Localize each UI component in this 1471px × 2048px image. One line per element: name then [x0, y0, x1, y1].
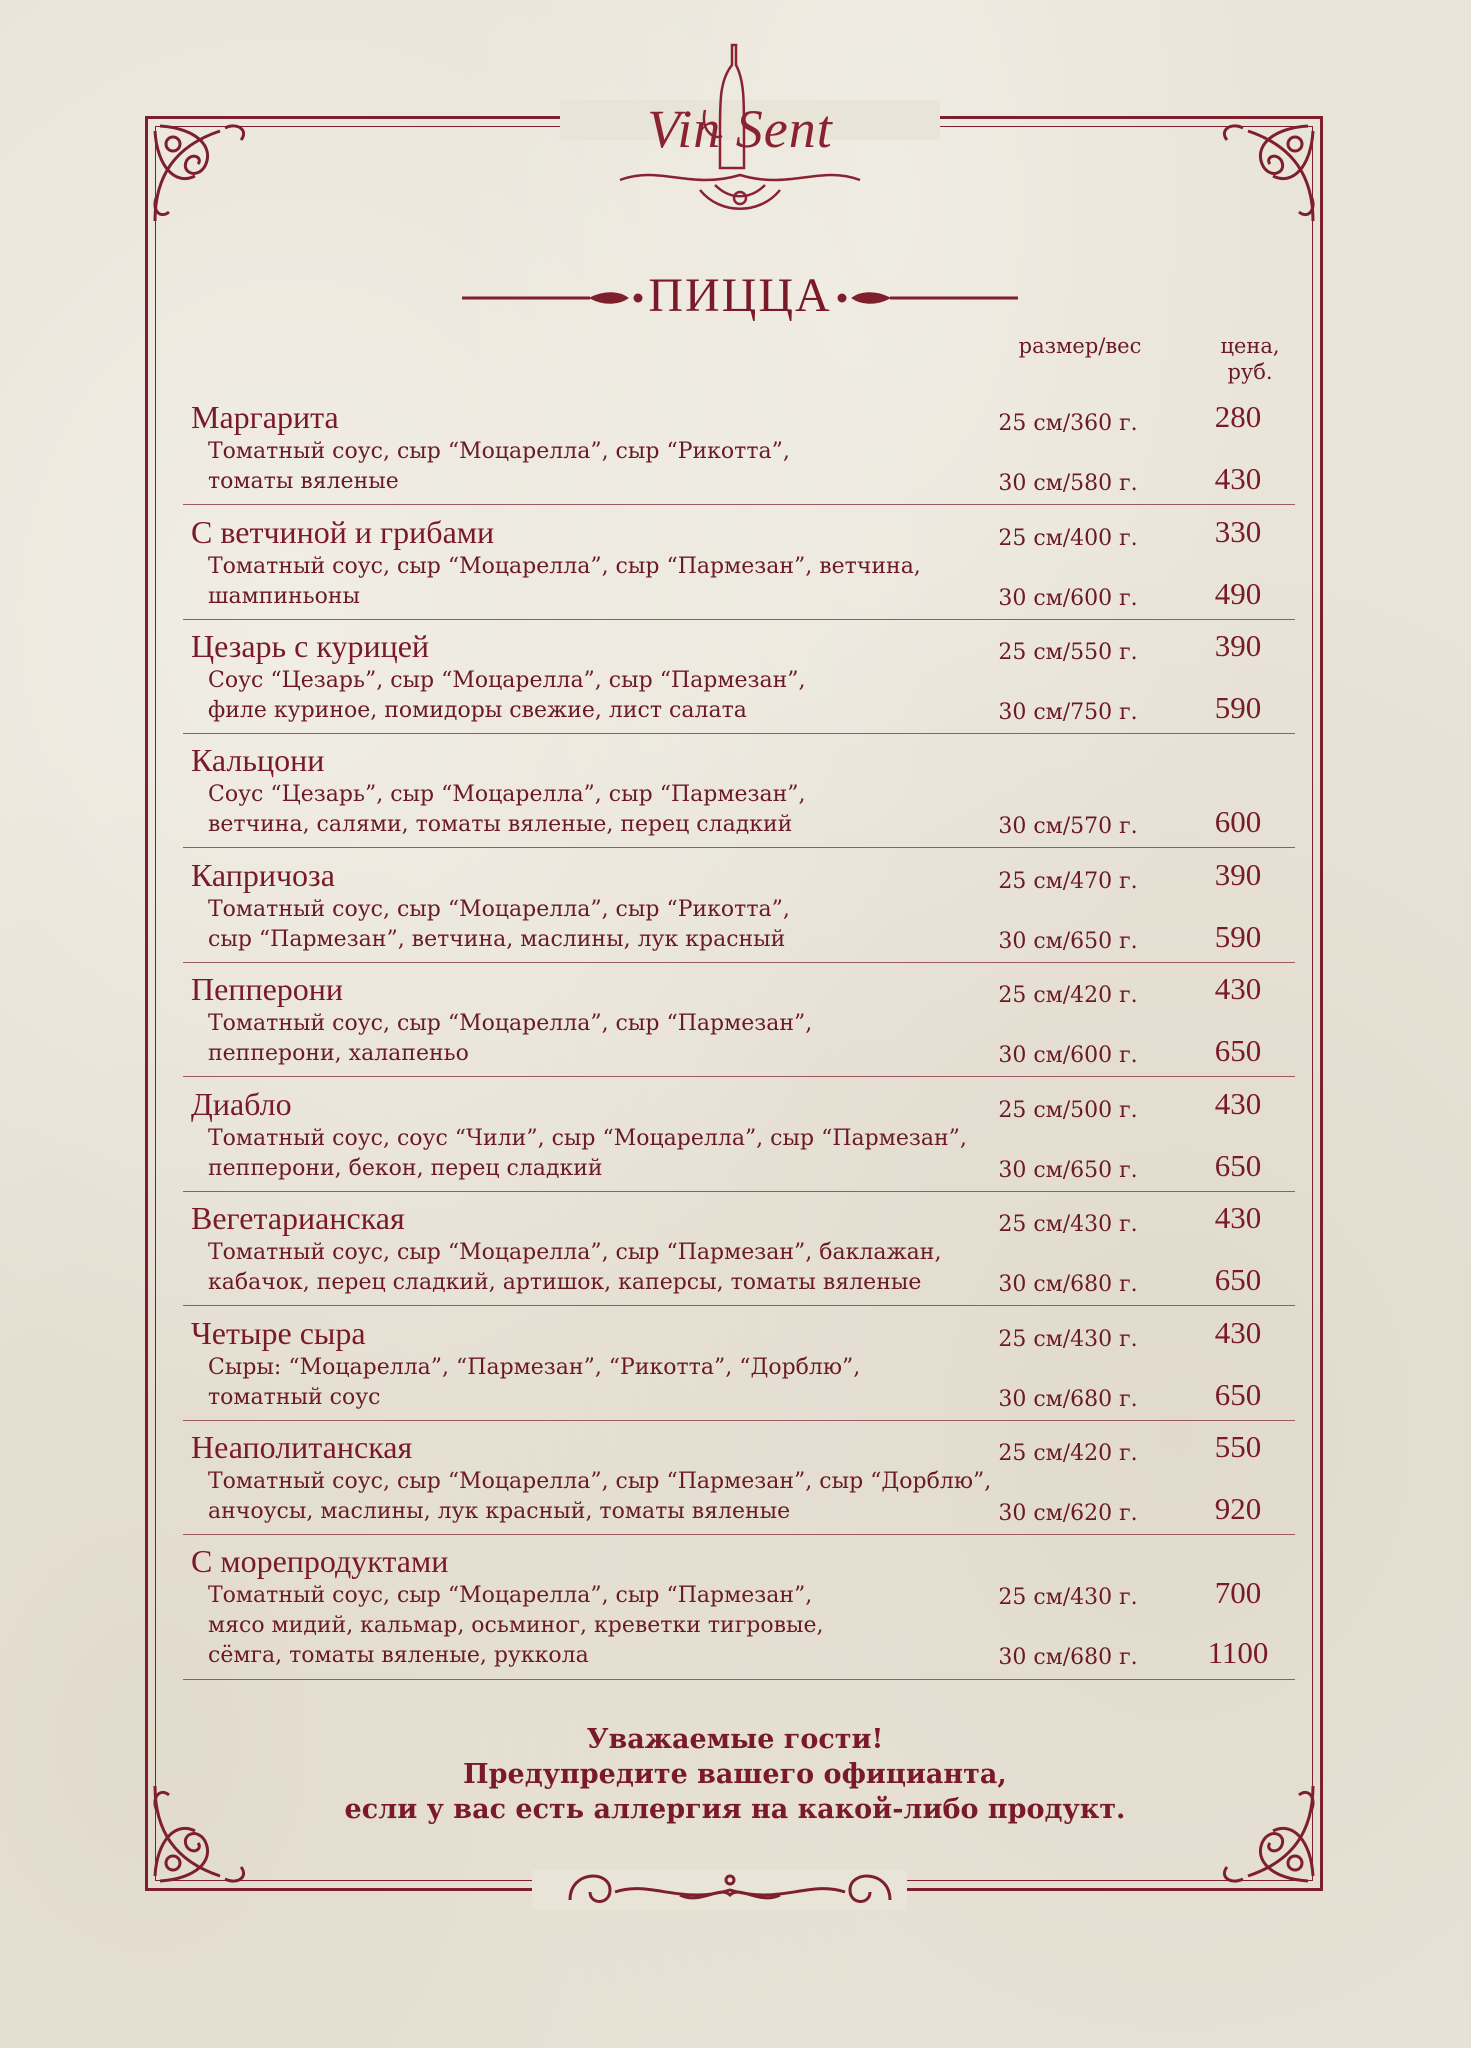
bottom-flourish-icon: [560, 1850, 900, 1920]
item-price-large: 600: [1214, 804, 1262, 839]
item-divider: [183, 619, 1295, 620]
item-description: [208, 1467, 991, 1527]
item-size-small: 25 см/420 г.: [998, 983, 1138, 1008]
corner-ornament-top-right: [1203, 116, 1323, 236]
item-description-line: кабачок, перец сладкий, артишок, каперсы, томаты вяленые: [208, 1270, 922, 1295]
item-size-small: 25 см/430 г.: [998, 1327, 1138, 1352]
item-description: [208, 1009, 812, 1069]
item-price-small: 700: [1214, 1575, 1262, 1610]
menu-item: [183, 399, 1295, 505]
item-size-large: 30 см/650 г.: [998, 1158, 1138, 1183]
menu-item: [183, 1200, 1295, 1306]
item-divider: [183, 847, 1295, 848]
item-price-small: 280: [1214, 399, 1262, 434]
item-price-large: 650: [1214, 1262, 1262, 1297]
item-description-line: Сыры: “Моцарелла”, “Пармезан”, “Рикотта”, “Дорблю”,: [208, 1355, 861, 1380]
menu-item: [183, 1429, 1295, 1535]
menu-item: [183, 857, 1295, 963]
item-divider: [183, 1076, 1295, 1077]
item-divider: [183, 1305, 1295, 1306]
item-price-large: 650: [1214, 1033, 1262, 1068]
menu-item: [183, 1086, 1295, 1192]
item-description: [208, 666, 805, 726]
item-size-small: 25 см/360 г.: [998, 411, 1138, 436]
menu-item: [183, 742, 1295, 848]
brand-logo: [580, 40, 900, 215]
item-size-large: 30 см/680 г.: [998, 1272, 1138, 1297]
section-title-wrap: [460, 268, 1020, 328]
item-name: Кальцони: [191, 742, 325, 778]
corner-ornament-bottom-right: [1203, 1771, 1323, 1891]
item-divider: [183, 1191, 1295, 1192]
item-size-large: 30 см/600 г.: [998, 586, 1138, 611]
item-size-large: 30 см/680 г.: [998, 1645, 1138, 1670]
item-description-line: сыр “Пармезан”, ветчина, маслины, лук красный: [208, 927, 786, 952]
item-price-large: 590: [1214, 919, 1262, 954]
item-description-line: Томатный соус, сыр “Моцарелла”, сыр “Пармезан”, сыр “Дорблю”,: [208, 1469, 992, 1494]
item-size-small: 25 см/420 г.: [998, 1441, 1138, 1466]
item-name: Диабло: [191, 1086, 292, 1122]
item-size-large: 30 см/570 г.: [998, 814, 1138, 839]
column-header-price-line1: цена,: [1220, 334, 1280, 358]
corner-ornament-top-left: [145, 116, 265, 236]
item-description-line: анчоусы, маслины, лук красный, томаты вяленые: [208, 1499, 791, 1524]
item-size-small: 25 см/500 г.: [998, 1098, 1138, 1123]
item-description-line: шампиньоны: [208, 584, 361, 609]
allergy-notice-line: Предупредите вашего официанта,: [463, 1759, 1007, 1790]
item-name: С морепродуктами: [191, 1543, 449, 1579]
item-description-line: Томатный соус, сыр “Моцарелла”, сыр “Рикотта”,: [208, 897, 790, 922]
item-price-large: 590: [1214, 690, 1262, 725]
item-price-small: 390: [1214, 857, 1262, 892]
item-divider: [183, 504, 1295, 505]
item-description: [208, 780, 805, 840]
item-divider: [183, 962, 1295, 963]
item-description-line: томатный соус: [208, 1385, 381, 1410]
brand-logo-text: Vin Sent: [647, 99, 833, 159]
item-price-large: 920: [1214, 1491, 1262, 1526]
item-description-line: Томатный соус, соус “Чили”, сыр “Моцарелла”, сыр “Пармезан”,: [208, 1126, 967, 1151]
item-divider: [183, 1534, 1295, 1535]
item-price-large: 650: [1214, 1148, 1262, 1183]
item-size-small: 25 см/430 г.: [998, 1585, 1138, 1610]
item-description-line: Томатный соус, сыр “Моцарелла”, сыр “Пармезан”, ветчина,: [208, 554, 921, 579]
item-price-small: 390: [1214, 628, 1262, 663]
item-size-small: 25 см/550 г.: [998, 640, 1138, 665]
item-description-line: пепперони, халапеньо: [208, 1041, 469, 1066]
item-name: Пепперони: [191, 971, 344, 1007]
item-description-line: Соус “Цезарь”, сыр “Моцарелла”, сыр “Пармезан”,: [208, 782, 806, 807]
menu-item: [183, 514, 1295, 620]
item-size-small: 25 см/400 г.: [998, 526, 1138, 551]
item-name: Капричоза: [191, 857, 335, 893]
item-description: [208, 1353, 860, 1413]
item-size-small: 25 см/470 г.: [998, 869, 1138, 894]
item-size-small: 25 см/430 г.: [998, 1212, 1138, 1237]
item-description: [208, 1238, 941, 1298]
item-description: [208, 1581, 823, 1671]
column-header-price: [1195, 333, 1305, 385]
item-description-line: сёмга, томаты вяленые, руккола: [208, 1643, 589, 1668]
item-price-large: 650: [1214, 1377, 1262, 1412]
item-size-large: 30 см/750 г.: [998, 700, 1138, 725]
item-size-large: 30 см/580 г.: [998, 471, 1138, 496]
allergy-notice: [260, 1722, 1210, 1827]
item-description-line: ветчина, салями, томаты вяленые, перец сладкий: [208, 812, 793, 837]
item-description-line: мясо мидий, кальмар, осьминог, креветки тигровые,: [208, 1613, 824, 1638]
item-price-small: 430: [1214, 1200, 1262, 1235]
item-name: Неаполитанская: [191, 1429, 413, 1465]
menu-item: [183, 1315, 1295, 1421]
item-description-line: томаты вяленые: [208, 469, 399, 494]
item-name: Маргарита: [191, 399, 339, 435]
item-description-line: пепперони, бекон, перец сладкий: [208, 1156, 603, 1181]
item-description: [208, 895, 790, 955]
corner-ornament-bottom-left: [145, 1771, 265, 1891]
item-divider: [183, 1679, 1295, 1680]
item-name: С ветчиной и грибами: [191, 514, 495, 550]
item-price-small: 430: [1214, 1086, 1262, 1121]
item-price-large: 1100: [1207, 1635, 1269, 1670]
menu-item: [183, 628, 1295, 734]
item-description-line: Соус “Цезарь”, сыр “Моцарелла”, сыр “Пармезан”,: [208, 668, 806, 693]
item-description-line: Томатный соус, сыр “Моцарелла”, сыр “Пармезан”, баклажан,: [208, 1240, 942, 1265]
item-size-large: 30 см/680 г.: [998, 1387, 1138, 1412]
item-name: Четыре сыра: [191, 1315, 366, 1351]
item-description-line: Томатный соус, сыр “Моцарелла”, сыр “Пармезан”,: [208, 1011, 813, 1036]
item-description-line: Томатный соус, сыр “Моцарелла”, сыр “Пармезан”,: [208, 1583, 813, 1608]
allergy-notice-line: если у вас есть аллергия на какой-либо продукт.: [344, 1794, 1126, 1825]
item-description-line: филе куриное, помидоры свежие, лист салата: [208, 698, 747, 723]
menu-item: [183, 1543, 1295, 1681]
item-price-large: 430: [1214, 461, 1262, 496]
item-description: [208, 552, 921, 612]
column-header-size: размер/вес: [1018, 334, 1142, 358]
column-header-price-line2: руб.: [1227, 360, 1273, 384]
item-name: Вегетарианская: [191, 1200, 405, 1236]
item-name: Цезарь с курицей: [191, 628, 430, 664]
item-divider: [183, 733, 1295, 734]
allergy-notice-line: Уважаемые гости!: [586, 1724, 884, 1755]
item-price-small: 430: [1214, 1315, 1262, 1350]
item-description-line: Томатный соус, сыр “Моцарелла”, сыр “Рикотта”,: [208, 439, 790, 464]
item-size-large: 30 см/650 г.: [998, 929, 1138, 954]
item-price-small: 550: [1214, 1429, 1262, 1464]
item-price-small: 430: [1214, 971, 1262, 1006]
item-description: [208, 437, 790, 497]
item-price-small: 330: [1214, 514, 1262, 549]
item-size-large: 30 см/600 г.: [998, 1043, 1138, 1068]
item-price-large: 490: [1214, 576, 1262, 611]
menu-item: [183, 971, 1295, 1077]
item-description: [208, 1124, 967, 1184]
item-size-large: 30 см/620 г.: [998, 1501, 1138, 1526]
section-title: ПИЦЦА: [648, 269, 832, 322]
item-divider: [183, 1420, 1295, 1421]
